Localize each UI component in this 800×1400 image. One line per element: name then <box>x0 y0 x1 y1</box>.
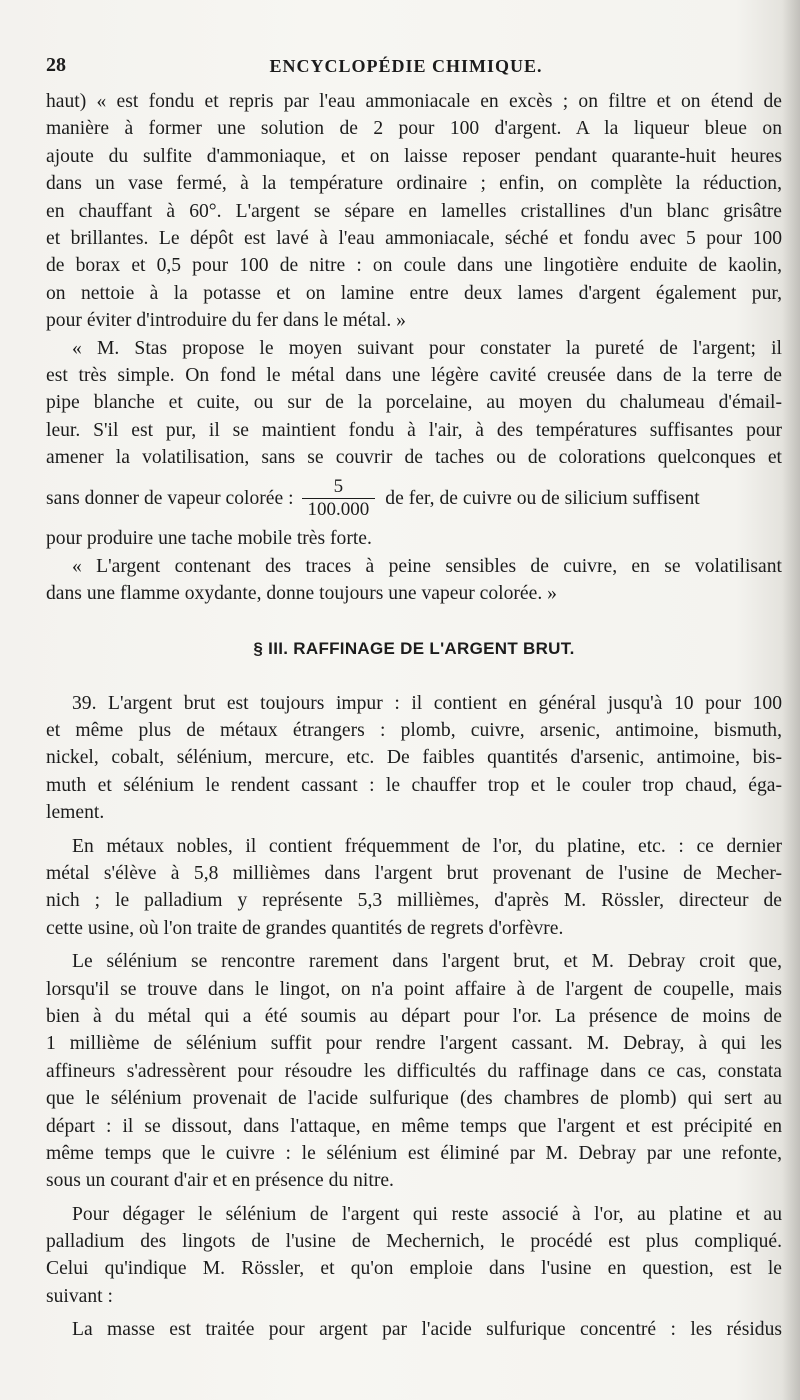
text-line: « L'argent contenant des traces à peine sensibles de cuivre, en se volatilisant <box>72 555 782 577</box>
text-line: pour éviter d'introduire du fer dans le métal. » <box>46 310 406 332</box>
body-text <box>46 88 782 1344</box>
text-line: en chauffant à 60°. L'argent se sépare en lamelles cristallines d'un blanc grisâtre <box>46 200 782 222</box>
text-line: et brillantes. Le dépôt est lavé à l'eau ammoniacale, séché et fondu avec 5 pour 100 <box>46 227 782 249</box>
text-line: que le sélénium provenait de l'acide sulfurique (des chambres de plomb) qui sert au <box>46 1088 782 1110</box>
text-line: dans une flamme oxydante, donne toujours une vapeur colorée. » <box>46 583 557 605</box>
text-line: est très simple. On fond le métal dans une légère cavité creusée dans de la terre de <box>46 364 782 386</box>
text-line: « M. Stas propose le moyen suivant pour constater la pureté de l'argent; il <box>72 337 782 359</box>
text-line: pipe blanche et cuite, ou sur de la porcelaine, au moyen du chalumeau d'émail- <box>46 392 782 414</box>
text-line: leur. S'il est pur, il se maintient fondu à l'air, à des températures suffisantes pour <box>46 419 782 441</box>
text-line: on nettoie à la potasse et on lamine entre deux lames d'argent également pur, <box>46 282 782 304</box>
text-line: palladium des lingots de l'usine de Mechernich, le procédé est plus compliqué. <box>46 1231 782 1253</box>
text-line: lorsqu'il se trouve dans le lingot, on n'a point affaire à de l'argent de coupelle, mais <box>46 978 782 1000</box>
paragraph <box>46 833 782 943</box>
text-line: cette usine, où l'on traite de grandes quantités de regrets d'orfèvre. <box>46 917 564 939</box>
fraction-numerator: 5 <box>333 475 344 497</box>
text-line: muth et sélénium le rendent cassant : le chauffer trop et le couler trop chaud, éga- <box>46 774 782 796</box>
text-line: lement. <box>46 802 105 824</box>
text-line: même temps que le cuivre : le sélénium est éliminé par M. Debray par une refonte, <box>46 1142 782 1164</box>
text-line: affineurs s'adressèrent pour résoudre les difficultés du raffinage dans ce cas, constata <box>46 1060 782 1082</box>
text-line: manière à former une solution de 2 pour 100 d'argent. A la liqueur bleue on <box>46 118 782 140</box>
fraction <box>302 476 376 521</box>
text-line: En métaux nobles, il contient fréquemment de l'or, du platine, etc. : ce dernier <box>72 835 782 857</box>
page-edge-shadow <box>782 0 800 1400</box>
page-header <box>46 54 766 84</box>
text-line: Le sélénium se rencontre rarement dans l'argent brut, et M. Debray croit que, <box>72 951 782 973</box>
text-line: 1 millième de sélénium suffit pour rendre l'argent cassant. M. Debray, à qui les <box>46 1033 782 1055</box>
fraction-after-text: de fer, de cuivre ou de silicium suffisent <box>385 487 700 509</box>
text-line: bien à du métal qui a été soumis au départ pour l'or. La présence de moins de <box>46 1005 782 1027</box>
fraction-denominator: 100.000 <box>302 498 376 521</box>
running-title: ENCYCLOPÉDIE CHIMIQUE. <box>269 56 543 76</box>
text-line: 39. L'argent brut est toujours impur : il contient en général jusqu'à 10 pour 100 <box>72 692 782 714</box>
text-line: de borax et 0,5 pour 100 de nitre : on coule dans une lingotière enduite de kaolin, <box>46 255 782 277</box>
fraction-line <box>46 471 782 525</box>
fraction-before-text: sans donner de vapeur colorée : <box>46 487 294 509</box>
page-number: 28 <box>46 54 66 76</box>
paragraph <box>46 690 782 827</box>
text-line: pour produire une tache mobile très forte. <box>46 528 372 550</box>
text-line: amener la volatilisation, sans se couvrir de taches ou de colorations quelconques et <box>46 447 782 469</box>
text-line: La masse est traitée pour argent par l'acide sulfurique concentré : les résidus <box>72 1319 782 1341</box>
paragraph <box>46 553 782 608</box>
text-line: métal s'élève à 5,8 millièmes dans l'argent brut provenant de l'usine de Mecher- <box>46 862 782 884</box>
text-line: et même plus de métaux étrangers : plomb, cuivre, arsenic, antimoine, bismuth, <box>46 720 782 742</box>
text-line: départ : il se dissout, dans l'attaque, en même temps que l'argent et est précipité en <box>46 1115 782 1137</box>
text-line: nich ; le palladium y représente 5,3 millièmes, d'après M. Rössler, directeur de <box>46 890 782 912</box>
text-line: haut) « est fondu et repris par l'eau ammoniacale en excès ; on filtre et on étend de <box>46 91 782 112</box>
text-line: nickel, cobalt, sélénium, mercure, etc. De faibles quantités d'arsenic, antimoine, bis- <box>46 747 782 769</box>
paragraph <box>46 948 782 1195</box>
section-heading: § III. RAFFINAGE DE L'ARGENT BRUT. <box>253 638 575 658</box>
text-line: ajoute du sulfite d'ammoniaque, et on laisse reposer pendant quarante-huit heures <box>46 145 782 167</box>
paragraph <box>46 1316 782 1343</box>
paragraph <box>46 88 782 335</box>
text-line: Pour dégager le sélénium de l'argent qui reste associé à l'or, au platine et au <box>72 1203 782 1225</box>
paragraph <box>46 335 782 553</box>
text-line: dans un vase fermé, à la température ordinaire ; enfin, on complète la réduction, <box>46 173 782 195</box>
text-line: suivant : <box>46 1285 113 1307</box>
text-line: sous un courant d'air et en présence du nitre. <box>46 1170 394 1192</box>
text-line: Celui qu'indique M. Rössler, et qu'on emploie dans l'usine en question, est le <box>46 1258 782 1280</box>
paragraph <box>46 1201 782 1311</box>
